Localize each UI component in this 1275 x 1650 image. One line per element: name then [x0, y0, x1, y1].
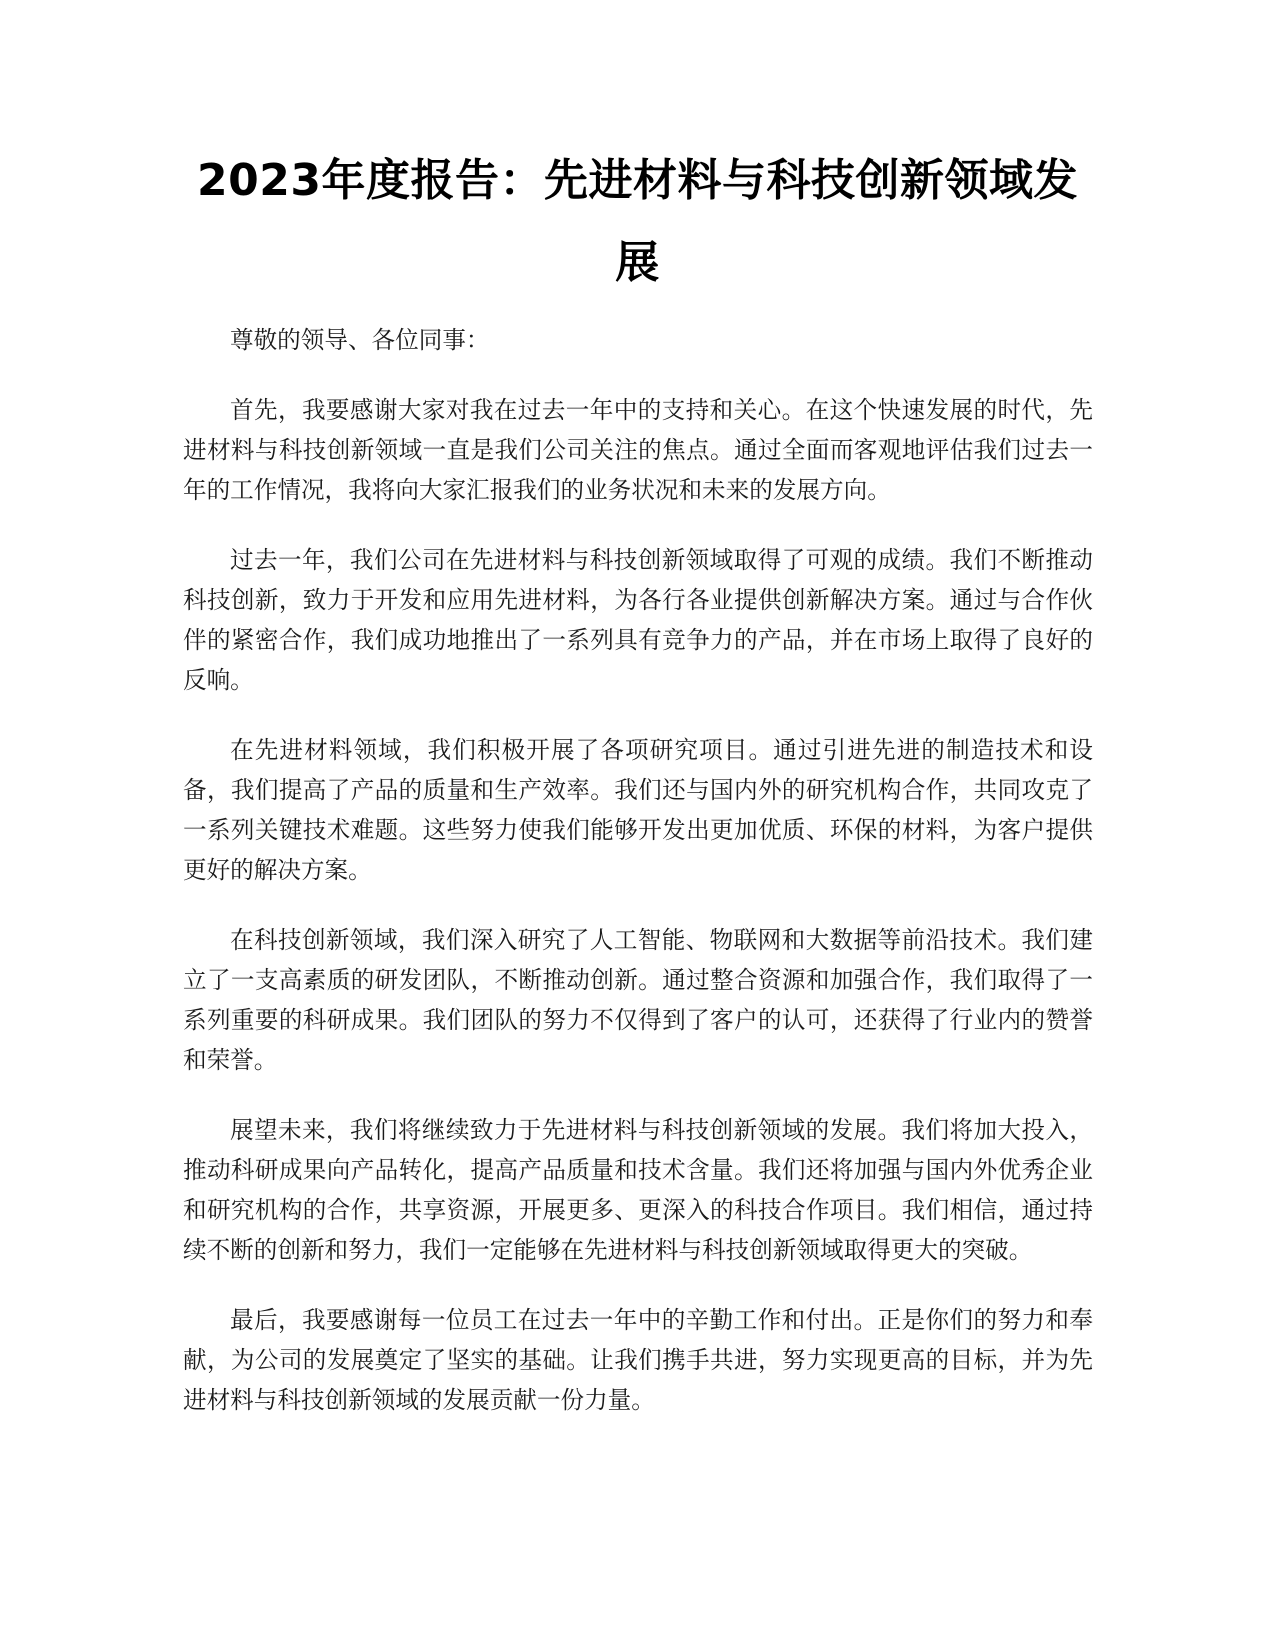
- document-title: 2023年度报告：先进材料与科技创新领域发展: [197, 155, 1078, 288]
- paragraph-tech-innovation: 在科技创新领域，我们深入研究了人工智能、物联网和大数据等前沿技术。我们建立了一支高素质的研发团队，不断推动创新。通过整合资源和加强合作，我们取得了一系列重要的科研成果。我们团队的努力不仅得到了客户的认可，还获得了行业内的赞誉和荣誉。: [183, 926, 1093, 1074]
- paragraph-advanced-materials: 在先进材料领域，我们积极开展了各项研究项目。通过引进先进的制造技术和设备，我们提高了产品的质量和生产效率。我们还与国内外的研究机构合作，共同攻克了一系列关键技术难题。这些努力使我们能够开发出更加优质、环保的材料，为客户提供更好的解决方案。: [183, 736, 1093, 884]
- document-body: [183, 320, 1093, 1450]
- paragraph-achievements: 过去一年，我们公司在先进材料与科技创新领域取得了可观的成绩。我们不断推动科技创新，致力于开发和应用先进材料，为各行各业提供创新解决方案。通过与合作伙伴的紧密合作，我们成功地推出了一系列具有竞争力的产品，并在市场上取得了良好的反响。: [183, 546, 1093, 694]
- paragraph-outlook: 展望未来，我们将继续致力于先进材料与科技创新领域的发展。我们将加大投入，推动科研成果向产品转化，提高产品质量和技术含量。我们还将加强与国内外优秀企业和研究机构的合作，共享资源，开展更多、更深入的科技合作项目。我们相信，通过持续不断的创新和努力，我们一定能够在先进材料与科技创新领域取得更大的突破。: [183, 1116, 1093, 1264]
- greeting: 尊敬的领导、各位同事：: [230, 326, 490, 354]
- paragraph-intro: 首先，我要感谢大家对我在过去一年中的支持和关心。在这个快速发展的时代，先进材料与科技创新领域一直是我们公司关注的焦点。通过全面而客观地评估我们过去一年的工作情况，我将向大家汇报我们的业务状况和未来的发展方向。: [183, 396, 1093, 504]
- paragraph-closing: 最后，我要感谢每一位员工在过去一年中的辛勤工作和付出。正是你们的努力和奉献，为公司的发展奠定了坚实的基础。让我们携手共进，努力实现更高的目标，并为先进材料与科技创新领域的发展贡献一份力量。: [183, 1306, 1093, 1414]
